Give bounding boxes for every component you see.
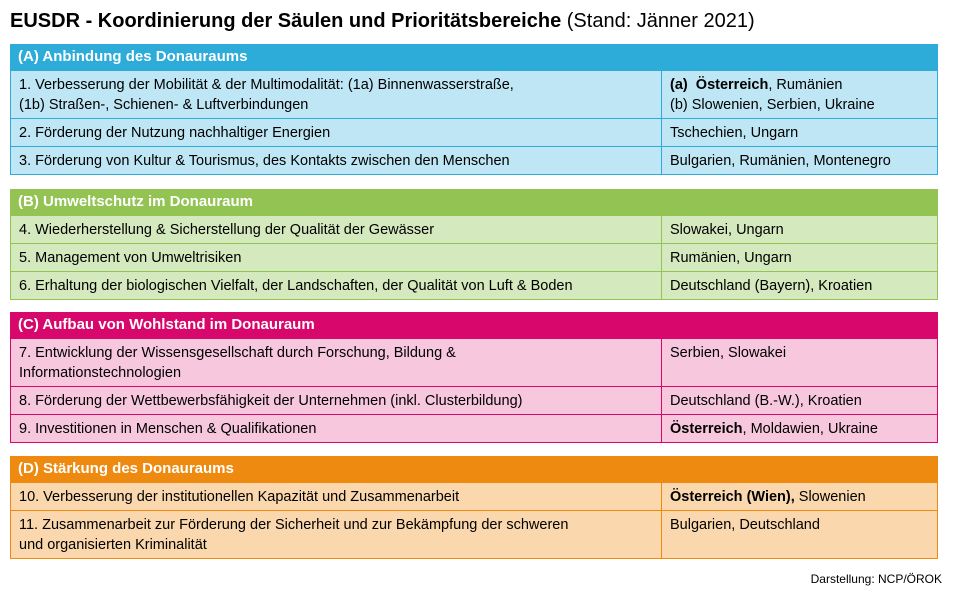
priority-text: und organisierten Kriminalität [19,537,207,553]
countries-text: (a) Österreich, Rumänien [670,77,843,93]
section-a-table [10,70,938,175]
title-main: EUSDR - Koordinierung der Säulen und Prioritätsbereiche [10,10,562,32]
section-d-table [10,482,938,559]
countries-cell: Österreich, Moldawien, Ukraine [662,415,938,443]
section-a-header: (A) Anbindung des Donauraums [10,44,938,70]
countries-text: (b) Slowenien, Serbien, Ukraine [670,97,875,113]
table-row [11,216,938,244]
section-b-table [10,215,938,300]
priority-cell: 9. Investitionen in Menschen & Qualifikationen [11,415,662,443]
priority-text: 1. Verbesserung der Mobilität & der Multimodalität: (1a) Binnenwasserstraße, [19,77,514,93]
priority-cell: 3. Förderung von Kultur & Tourismus, des Kontakts zwischen den Menschen [11,147,662,175]
priority-cell: 5. Management von Umweltrisiken [11,244,662,272]
priority-cell: 4. Wiederherstellung & Sicherstellung der Qualität der Gewässer [11,216,662,244]
countries-cell: Deutschland (B.-W.), Kroatien [662,387,938,415]
section-c [10,312,938,443]
table-row [11,339,938,387]
page-title [10,8,755,34]
section-d-header: (D) Stärkung des Donauraums [10,456,938,482]
table-row [11,71,938,119]
section-d [10,456,938,559]
priority-cell: 6. Erhaltung der biologischen Vielfalt, der Landschaften, der Qualität von Luft & Boden [11,272,662,300]
countries-cell: Rumänien, Ungarn [662,244,938,272]
table-row [11,244,938,272]
priority-text: (1b) Straßen-, Schienen- & Luftverbindungen [19,97,309,113]
countries-cell: Deutschland (Bayern), Kroatien [662,272,938,300]
section-c-table [10,338,938,443]
priority-cell [11,339,662,387]
countries-cell [662,71,938,119]
priority-cell: 10. Verbesserung der institutionellen Kapazität und Zusammenarbeit [11,483,662,511]
priority-cell [11,511,662,559]
priority-text: Informationstechnologien [19,365,182,381]
table-row [11,511,938,559]
table-row [11,119,938,147]
section-b-header: (B) Umweltschutz im Donauraum [10,189,938,215]
section-c-header: (C) Aufbau von Wohlstand im Donauraum [10,312,938,338]
section-a [10,44,938,175]
priority-text: 11. Zusammenarbeit zur Förderung der Sicherheit und zur Bekämpfung der schweren [19,517,569,533]
table-row [11,387,938,415]
table-row [11,272,938,300]
table-row [11,483,938,511]
countries-cell: Österreich (Wien), Slowenien [662,483,938,511]
credit-text: Darstellung: NCP/ÖROK [810,572,942,586]
section-b [10,189,938,300]
title-stand: (Stand: Jänner 2021) [566,10,755,32]
priority-cell [11,71,662,119]
countries-cell: Serbien, Slowakei [662,339,938,387]
table-row [11,147,938,175]
countries-cell: Bulgarien, Rumänien, Montenegro [662,147,938,175]
table-row [11,415,938,443]
countries-cell: Bulgarien, Deutschland [662,511,938,559]
priority-cell: 2. Förderung der Nutzung nachhaltiger Energien [11,119,662,147]
priority-text: 7. Entwicklung der Wissensgesellschaft durch Forschung, Bildung & [19,345,456,361]
priority-cell: 8. Förderung der Wettbewerbsfähigkeit der Unternehmen (inkl. Clusterbildung) [11,387,662,415]
countries-cell: Tschechien, Ungarn [662,119,938,147]
countries-cell: Slowakei, Ungarn [662,216,938,244]
